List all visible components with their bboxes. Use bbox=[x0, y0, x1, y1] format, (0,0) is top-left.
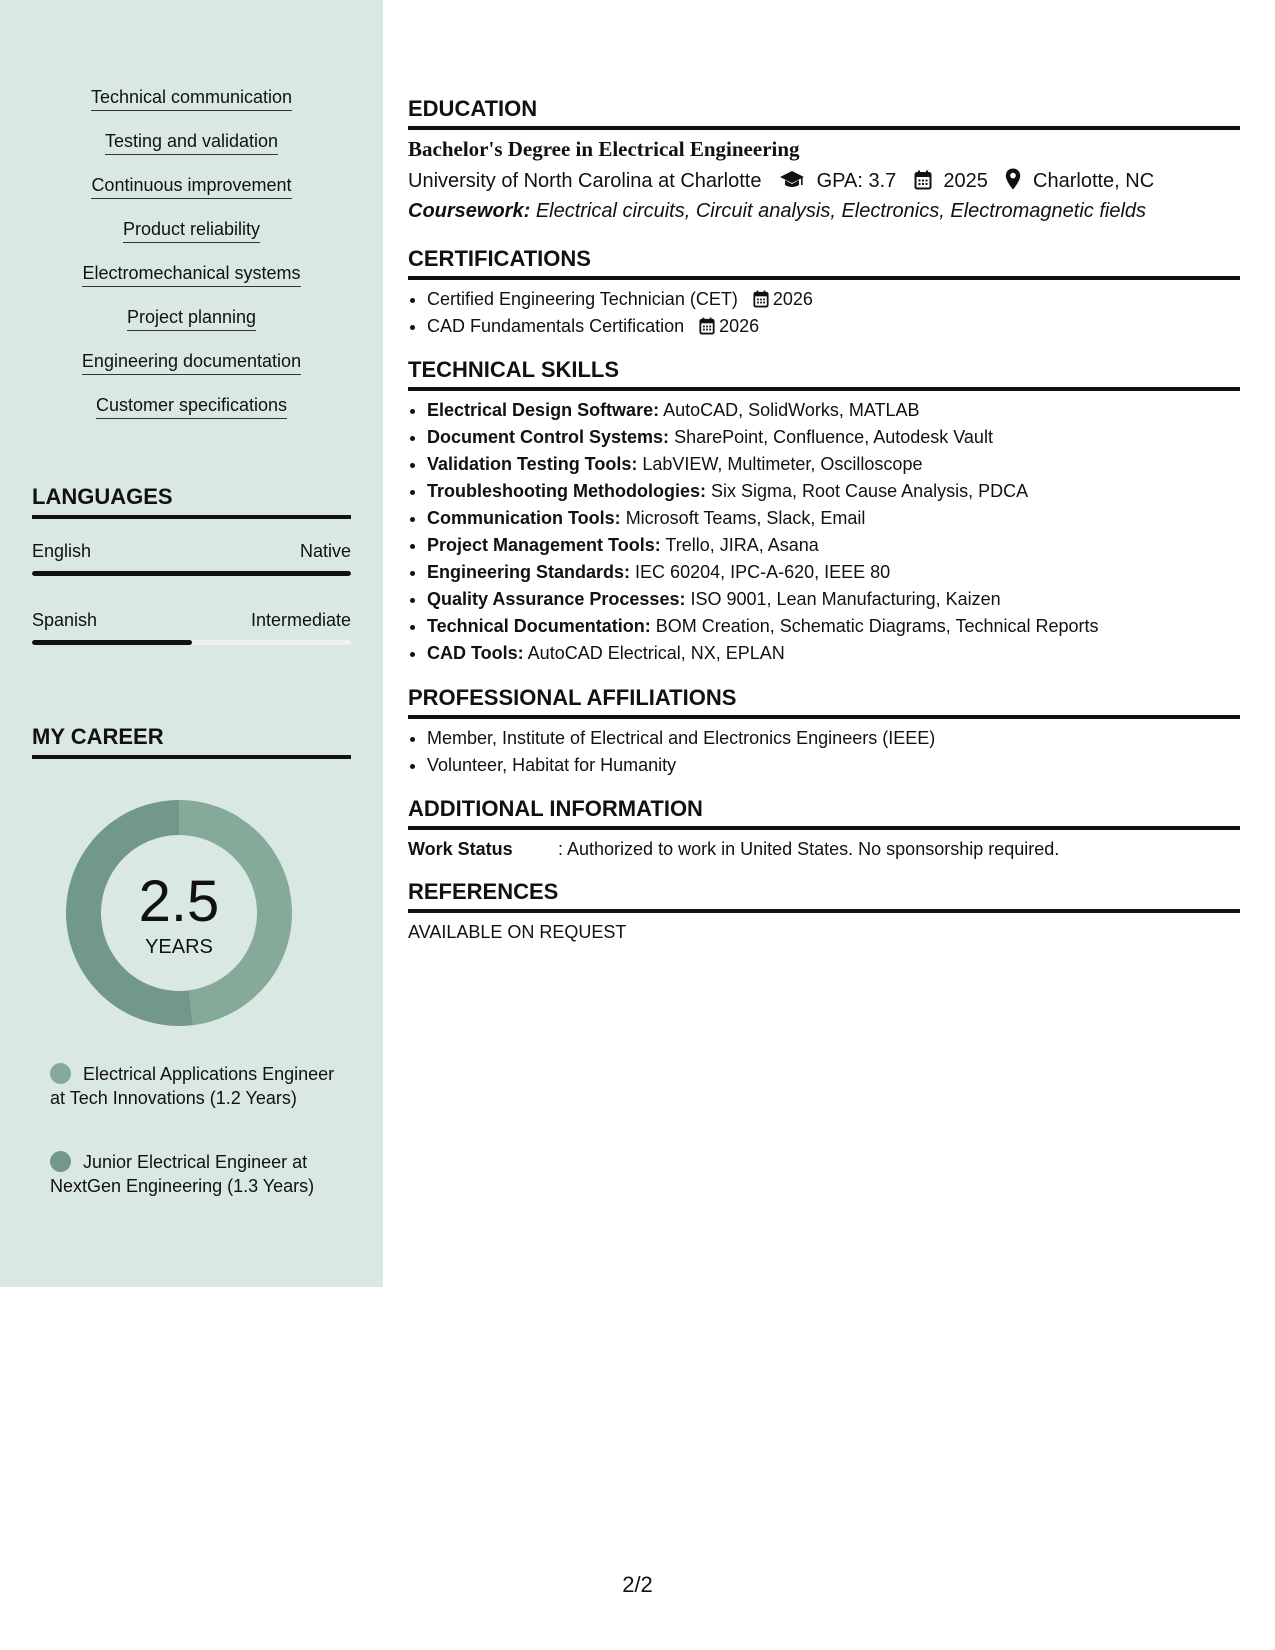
references-text: AVAILABLE ON REQUEST bbox=[408, 922, 627, 942]
skill-item: Customer specifications bbox=[96, 394, 287, 419]
skill-item: Electromechanical systems bbox=[82, 262, 300, 287]
list-item bbox=[427, 532, 1240, 559]
skill-values: Six Sigma, Root Cause Analysis, PDCA bbox=[711, 481, 1029, 501]
language-level: Native bbox=[299, 541, 351, 561]
coursework bbox=[408, 199, 1146, 223]
coursework-list: Electrical circuits, Circuit analysis, Electronics, Electromagnetic fields bbox=[535, 200, 1147, 222]
career-legend-label: Electrical Applications Engineer at Tech Innovations (1.2 Years) bbox=[50, 1064, 335, 1108]
list-item: • Member, Institute of Electrical and Electronics Engineers (IEEE) bbox=[427, 725, 1240, 752]
calendar-icon bbox=[914, 170, 932, 190]
career-legend-item bbox=[50, 1062, 335, 1110]
skill-values: Trello, JIRA, Asana bbox=[665, 535, 819, 555]
work-status bbox=[408, 838, 1059, 860]
language-name: Spanish bbox=[32, 610, 98, 630]
skill-values: AutoCAD, SolidWorks, MATLAB bbox=[663, 400, 920, 420]
calendar-icon bbox=[699, 317, 715, 335]
degree-title: Bachelor's Degree in Electrical Engineering bbox=[408, 137, 800, 161]
certification-year: 2026 bbox=[719, 316, 760, 336]
list-item bbox=[427, 286, 1240, 313]
skill-item: Product reliability bbox=[123, 218, 260, 243]
skill-item: Technical communication bbox=[91, 86, 292, 111]
school-name: University of North Carolina at Charlotte bbox=[408, 170, 762, 192]
career-legend-item bbox=[50, 1150, 335, 1198]
references-heading: REFERENCES bbox=[408, 879, 1240, 913]
certification-year: 2026 bbox=[772, 289, 813, 309]
list-item bbox=[427, 397, 1240, 424]
work-status-value: : Authorized to work in United States. No sponsorship required. bbox=[558, 839, 1060, 859]
education-heading: EDUCATION bbox=[408, 96, 1240, 130]
language-proficiency-fill bbox=[32, 571, 351, 576]
page-number: 2/2 bbox=[622, 1572, 653, 1597]
skill-values: AutoCAD Electrical, NX, EPLAN bbox=[527, 643, 785, 663]
languages-heading: LANGUAGES bbox=[32, 484, 351, 519]
skill-category: Technical Documentation: bbox=[427, 616, 651, 636]
skill-category: Validation Testing Tools: bbox=[427, 454, 638, 474]
language-name: English bbox=[32, 541, 92, 561]
technical-skills-list bbox=[408, 397, 1240, 667]
skill-category: Electrical Design Software: bbox=[427, 400, 660, 420]
additional-info-heading: ADDITIONAL INFORMATION bbox=[408, 796, 1240, 830]
language-proficiency-bar bbox=[32, 571, 351, 576]
technical-skills-heading: TECHNICAL SKILLS bbox=[408, 357, 1240, 391]
list-item bbox=[427, 559, 1240, 586]
language-level: Intermediate bbox=[250, 610, 351, 630]
skill-item: Project planning bbox=[127, 306, 256, 331]
list-item bbox=[427, 640, 1240, 667]
skill-values: LabVIEW, Multimeter, Oscilloscope bbox=[642, 454, 923, 474]
list-item bbox=[427, 505, 1240, 532]
certifications-list bbox=[408, 286, 1240, 340]
graduation-cap-icon bbox=[779, 170, 805, 190]
legend-dot-icon bbox=[50, 1063, 71, 1084]
list-item bbox=[427, 478, 1240, 505]
list-item bbox=[427, 613, 1240, 640]
legend-dot-icon bbox=[50, 1151, 71, 1172]
skill-category: Project Management Tools: bbox=[427, 535, 661, 555]
location: Charlotte, NC bbox=[1033, 170, 1155, 192]
skill-category: CAD Tools: bbox=[427, 643, 524, 663]
gpa: GPA: 3.7 bbox=[816, 170, 897, 192]
skill-values: Microsoft Teams, Slack, Email bbox=[625, 508, 866, 528]
sidebar bbox=[0, 0, 383, 1287]
skill-item: Continuous improvement bbox=[91, 174, 291, 199]
language-row bbox=[32, 540, 351, 562]
map-pin-icon bbox=[1005, 168, 1021, 190]
list-item bbox=[427, 586, 1240, 613]
affiliations-heading: PROFESSIONAL AFFILIATIONS bbox=[408, 685, 1240, 719]
language-row bbox=[32, 609, 351, 631]
skill-category: Document Control Systems: bbox=[427, 427, 670, 447]
education-details bbox=[408, 168, 1154, 193]
coursework-label: Coursework: bbox=[408, 200, 531, 222]
calendar-icon bbox=[753, 290, 769, 308]
career-total bbox=[66, 800, 292, 1026]
list-item bbox=[427, 313, 1240, 340]
career-total-label: YEARS bbox=[145, 936, 213, 958]
skill-item: Testing and validation bbox=[105, 130, 278, 155]
work-status-label: Work Status bbox=[408, 839, 513, 859]
skill-item: Engineering documentation bbox=[82, 350, 301, 375]
language-proficiency-bar bbox=[32, 640, 351, 645]
certifications-heading: CERTIFICATIONS bbox=[408, 246, 1240, 280]
skill-values: ISO 9001, Lean Manufacturing, Kaizen bbox=[690, 589, 1001, 609]
career-heading: MY CAREER bbox=[32, 724, 351, 759]
skill-category: Troubleshooting Methodologies: bbox=[427, 481, 706, 501]
skill-category: Communication Tools: bbox=[427, 508, 621, 528]
career-total-value: 2.5 bbox=[138, 869, 220, 934]
list-item bbox=[427, 451, 1240, 478]
skill-values: IEC 60204, IPC-A-620, IEEE 80 bbox=[635, 562, 891, 582]
skill-values: BOM Creation, Schematic Diagrams, Technical Reports bbox=[655, 616, 1099, 636]
list-item: • Volunteer, Habitat for Humanity bbox=[427, 752, 1240, 779]
affiliations-list bbox=[408, 725, 1240, 779]
skill-values: SharePoint, Confluence, Autodesk Vault bbox=[674, 427, 993, 447]
skill-category: Quality Assurance Processes: bbox=[427, 589, 686, 609]
list-item bbox=[427, 424, 1240, 451]
certification-name: CAD Fundamentals Certification bbox=[427, 316, 685, 336]
skill-category: Engineering Standards: bbox=[427, 562, 631, 582]
certification-name: Certified Engineering Technician (CET) bbox=[427, 289, 738, 309]
skills-list bbox=[0, 86, 383, 438]
graduation-year: 2025 bbox=[943, 170, 988, 192]
career-legend-label: Junior Electrical Engineer at NextGen Engineering (1.3 Years) bbox=[50, 1152, 315, 1196]
language-proficiency-fill bbox=[32, 640, 192, 645]
